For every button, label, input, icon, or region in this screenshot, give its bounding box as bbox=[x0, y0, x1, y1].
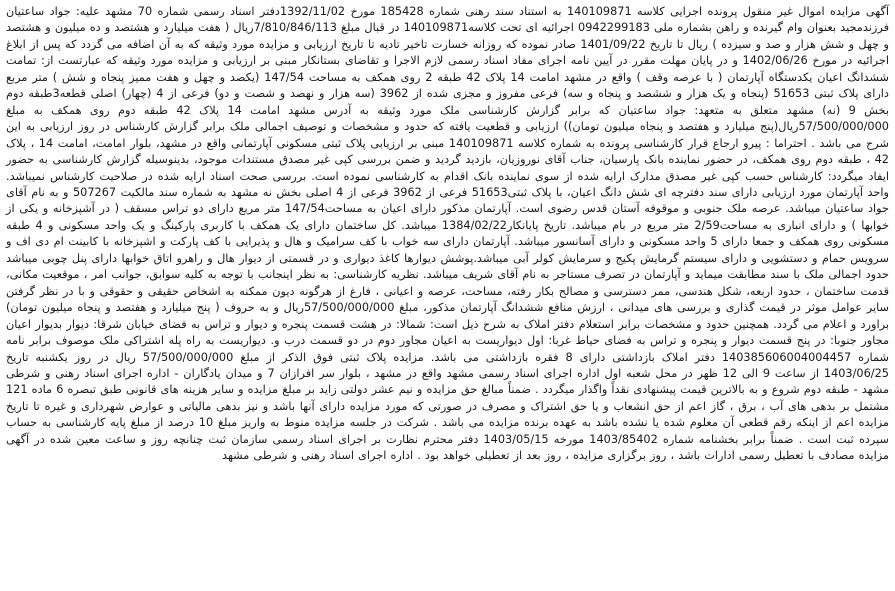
auction-notice-text: آگهی مزایده اموال غیر منقول پرونده اجرایی کلاسه 140109871 به استناد سند رهنی شماره 185428 مورخ 1392/11/02دفتر اسناد رسمی شماره 70 مشهد علیه: جواد ساعتیان فرزندمجید بعنوان وام گیرنده و راهن بشماره ملی 0942299183 اجرائیه ای تحت کلاسه140109871 در قبال مبلغ 7/810/846/113ریال ( هفت میلیارد و هشتصد و ده میلیون و هشتصد و چهل و شش هزار و صد و سیزده ) ریال تا تاریخ 1401/09/22 صادر نموده که روزانه خسارت تاخیر تادیه تا تاریخ ارزیابی و مزایده مورد وثیقه که به آن اضافه می گردد که پس از ابلاغ اجرائیه در مورخ 1402/06/26 و در پایان مهلت مقرر در آیین نامه اجرای مفاد اسناد رسمی لازم الاجرا و تقاضای بستانکار مبنی بر ارزیابی و مزایده مورد وثیقه که عبارتست از: تمامت ششدانگ اعیان یکدستگاه آپارتمان ( با عرصه وقف ) واقع در مشهد امامت 14 پلاک 42 طبقه 2 روی همکف به مساحت 147/54 (یکصد و چهل و هفت ممیز پنجاه و شش ) متر مربع دارای پلاک ثبتی 51653 (پنجاه و یک هزار و ششصد و پنجاه و سه) فرعی مفروز و مجزی شده از 3962 (سه هزار و نهصد و شصت و دو) فرعی از 4 (چهار) اصلی قطعه3طبقه دوم بخش 9 (نه) مشهد متعلق به متعهد: جواد ساعتیان که برابر گزارش کارشناسی ملک مورد وثیقه به آدرس مشهد امامت 14 پلاک 42 طبقه دوم روی همکف به مبلغ 57/500/000/000ریال(پنج میلیارد و هفتصد و پنجاه میلیون تومان)) ارزیابی و قطعیت یافته که حدود و مشخصات و توصیف اجمالی ملک برابر گزارش کارشناس در روز ارزیابی به این شرح می باشد . احتراما : پیرو ارجاع قرار کارشناسی پرونده به شماره کلاسه 140109871 مبنی بر ارزیابی پلاک ثبتی مسکونی آپارتمانی واقع در مشهد، بلوار امامت، امامت 14 ، پلاک 42 ، طبقه دوم روی همکف، در حضور نماینده بانک پارسیان، جناب آقای نوروزیان، بازدید گردید و ضمن بررسی کپی غیر مصدق مستندات موجود، بدینوسیله گزارش کارشناسی به حضور ایفاد میگردد: کارشناس حسب کپی غیر مصدق مدارک ارایه شده از سوی نماینده بانک اقدام به کارشناسی نموده است. بررسی صحت اسناد ارایه شده در صلاحیت کارشناس نمیباشد. واحد آپارتمان مورد ارزیابی دارای سند دفترچه ای شش دانگ اعیان، با پلاک ثبتی51653 فرعی از 3962 فرعی از 4 اصلی بخش نه مشهد به شماره سند مالکیت 507267 و به نام آقای جواد ساعتیان میباشد. عرصه ملک جنوبی و موقوفه آستان قدس رضوی است. آپارتمان مذکور دارای اعیان به مساحت147/54 متر مربع دارای دو تراس مسقف ( در آشپزخانه و یکی از خوابها ) و دارای انباری به مساحت2/59 متر مربع در بام میباشد. تاریخ پایانکار1384/02/22 میباشد. کل ساختمان دارای یک همکف با کاربری پارکینگ و یک واحد مسکونی و 4 طبقه مسکونی روی همکف و جمعا دارای 5 واحد مسکونی و دارای آسانسور میباشد. آپارتمان دارای سه خواب با کف سرامیک و هال و پذیرایی با کف پارکت و اشپزخانه با کابینت ام دی اف و سرویس حمام و دستشویی و دارای سیستم گرمایش پکیج و سرمایش کولر آبی میباشد.پوشش دیوارها کاغذ دیواری و در قسمتی از دیوار هال و راهرو اتاق خوابها دارای پنل چوبی میباشد حدود اجمالی ملک با سند مطابقت میماید و آپارتمان در تصرف مستاجر به نام آقای شریف میباشد. نظریه کارشناسی: به نظر اینجانب با توجه به کلیه سوابق، جوانب امر ، موقعیت مکانی، قدمت ساختمان ، حدود اربعه، شکل هندسی، ممر دسترسی و مصالح بکار رفته، مساحت، عرصه و اعیانی ، فارغ از هرگونه دیون ممکنه به اشخاص حقیقی و حقوقی و با در نظر گرفتن سایر عوامل موثر در قیمت گذاری و بررسی های میدانی ، ارزش منافع ششدانگ آپارتمان مذکور، مبلغ 57/500/000/000ریال و به حروف ( پنج میلیارد و هفتصد و پنجاه میلیون تومان) براورد و اعلام می گردد. همچنین حدود و مشخصات برابر استعلام دفتر املاک به شرح ذیل است: شمالا: در هشت قسمت پنجره و دیوار و تراس به فضای خیابان شرقا: دیوار بدیوار اعیان مجاور جنوبا: در پنج قسمت دیوار و پنجره و تراس به فضای حیاط غربا: اول دیواریست به اعیان مجاور دوم در دو قسمت درب و. دیواریست به راه پله اشتراکی ملک موصوف برابر نامه شماره 140385606004004457 دفتر املاک بازداشتی دارای 8 فقره بازداشتی می باشد. مزایده پلاک ثبتی فوق الذکر از مبلغ 57/500/000/000 ریال در روز یکشنبه تاریخ 1403/06/25 از ساعت 9 الی 12 ظهر در محل شعبه اول اداره اجرای اسناد رسمی مشهد واقع در مشهد ، بلوار سر افرازان 7 و میدان یادگاران - اداره اجرای اسناد رهنی و شرطی مشهد - طبقه دوم شروع و به بالاترین قیمت پیشنهادی نقداً واگذار میگردد . ضمناً مبالغ حق مزایده و نیم عشر دولتی زاید بر مبلغ مزایده و سایر هزینه های قانونی طبق تبصره 6 ماده 121 مشتمل بر بدهی های آب ، برق ، گاز اعم از حق انشعاب و یا حق اشتراک و مصرف در صورتی که مورد مزایده دارای آنها باشد و نیز بدهی مالیاتی و عوارض شهرداری و غیره تا تاریخ مزایده اعم از اینکه رقم قطعی آن معلوم شده یا نشده باشد به عهده برنده مزایده می باشد . شرکت در جلسه مزایده منوط به واریز مبلغ 10 درصد از مبلغ پایه کارشناسی به حساب سپرده ثبت است . ضمناً برابر بخشنامه شماره 1403/85402 مورخه 1403/05/15 دفتر محترم نظارت بر اجرای اسناد رسمی سازمان ثبت چنانچه روز و ساعت معین شده در آگهی مزایده مصادف با تعطیل رسمی ادارات باشد ، روز برگزاری مزایده ، روز بعد از تعطیلی خواهد بود . اداره اجرای اسناد رهنی و شرطی مشهد bbox=[6, 5, 890, 463]
